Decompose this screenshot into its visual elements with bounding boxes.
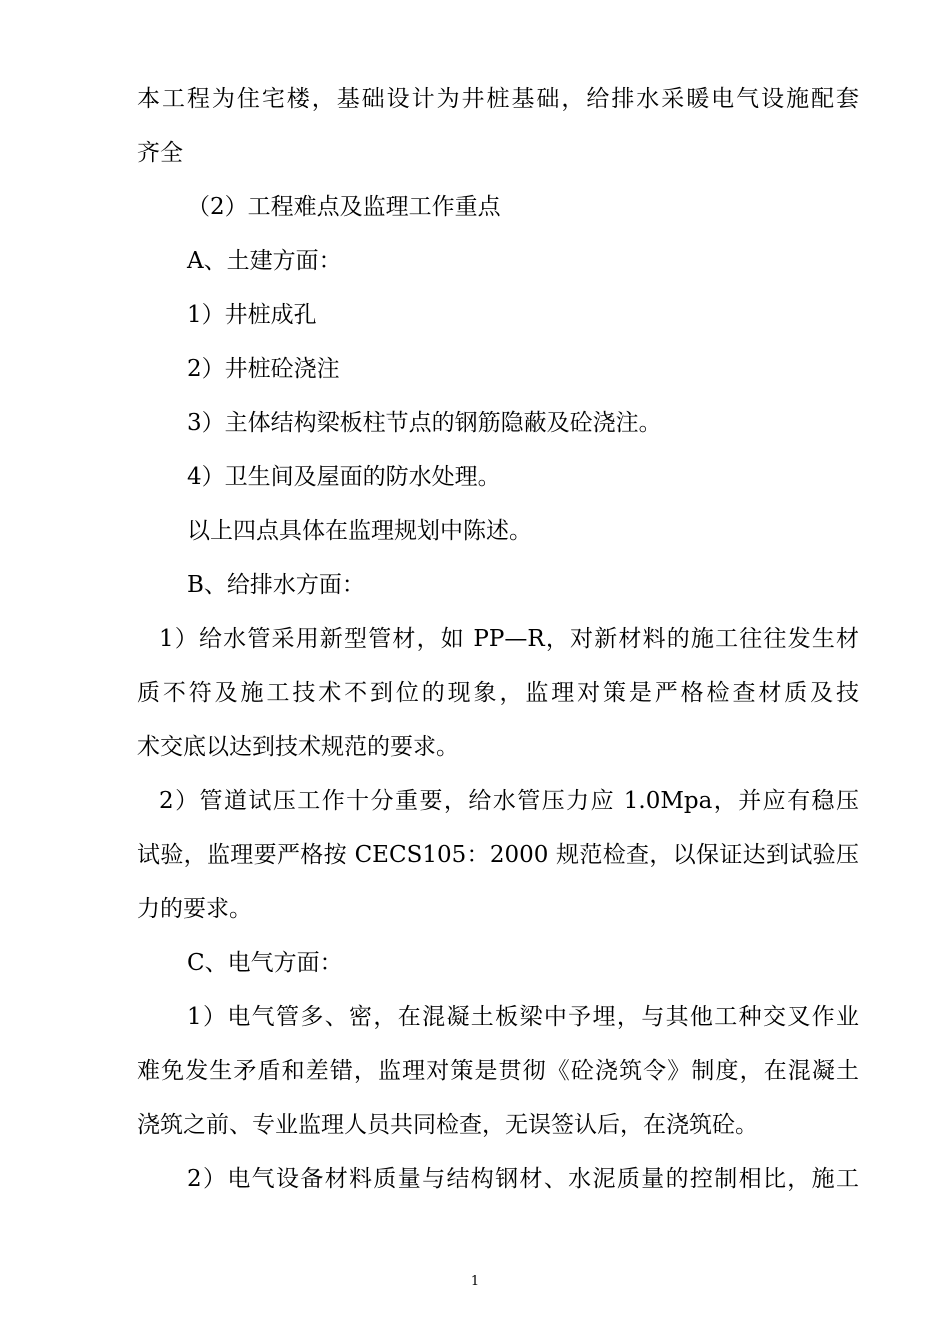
- list-item-civil-4: 4）卫生间及屋面的防水处理。: [187, 464, 501, 490]
- electrical-item-1-line-2: 难免发生矛盾和差错，监理对策是贯彻《砼浇筑令》制度，在混凝土: [137, 1058, 859, 1084]
- civil-summary: 以上四点具体在监理规划中陈述。: [187, 518, 532, 544]
- plumbing-item-2-line-1: 2）管道试压工作十分重要，给水管压力应 1.0Mpa，并应有稳压: [159, 788, 859, 814]
- electrical-item-2-line-1: 2）电气设备材料质量与结构钢材、水泥质量的控制相比，施工: [187, 1166, 859, 1192]
- subsection-heading-plumbing: B、给排水方面：: [187, 572, 365, 598]
- electrical-item-1-line-1: 1）电气管多、密，在混凝土板梁中予埋，与其他工种交叉作业: [187, 1004, 859, 1030]
- paragraph-line-project-overview-end: 齐全: [137, 140, 183, 166]
- subsection-heading-electrical: C、电气方面：: [187, 950, 343, 976]
- plumbing-item-2-line-3: 力的要求。: [137, 896, 252, 922]
- subsection-heading-civil: A、土建方面：: [187, 248, 342, 274]
- plumbing-item-2-line-2: 试验，监理要严格按 CECS105：2000 规范检查，以保证达到试验压: [137, 842, 859, 868]
- list-item-civil-3: 3）主体结构梁板柱节点的钢筋隐蔽及砼浇注。: [187, 410, 662, 436]
- list-item-civil-2: 2）井桩砼浇注: [187, 356, 340, 382]
- plumbing-item-1-line-3: 术交底以达到技术规范的要求。: [137, 734, 459, 760]
- section-heading-difficulties: （2）工程难点及监理工作重点: [187, 194, 501, 220]
- list-item-civil-1: 1）井桩成孔: [187, 302, 317, 328]
- plumbing-item-1-line-2: 质不符及施工技术不到位的现象，监理对策是严格检查材质及技: [137, 680, 859, 706]
- plumbing-item-1-line-1: 1）给水管采用新型管材，如 PP—R，对新材料的施工往往发生材: [159, 626, 859, 652]
- paragraph-line-project-overview: 本工程为住宅楼，基础设计为井桩基础，给排水采暖电气设施配套: [137, 86, 859, 112]
- page-number: 1: [470, 1274, 480, 1289]
- electrical-item-1-line-3: 浇筑之前、专业监理人员共同检查，无误签认后，在浇筑砼。: [137, 1112, 758, 1138]
